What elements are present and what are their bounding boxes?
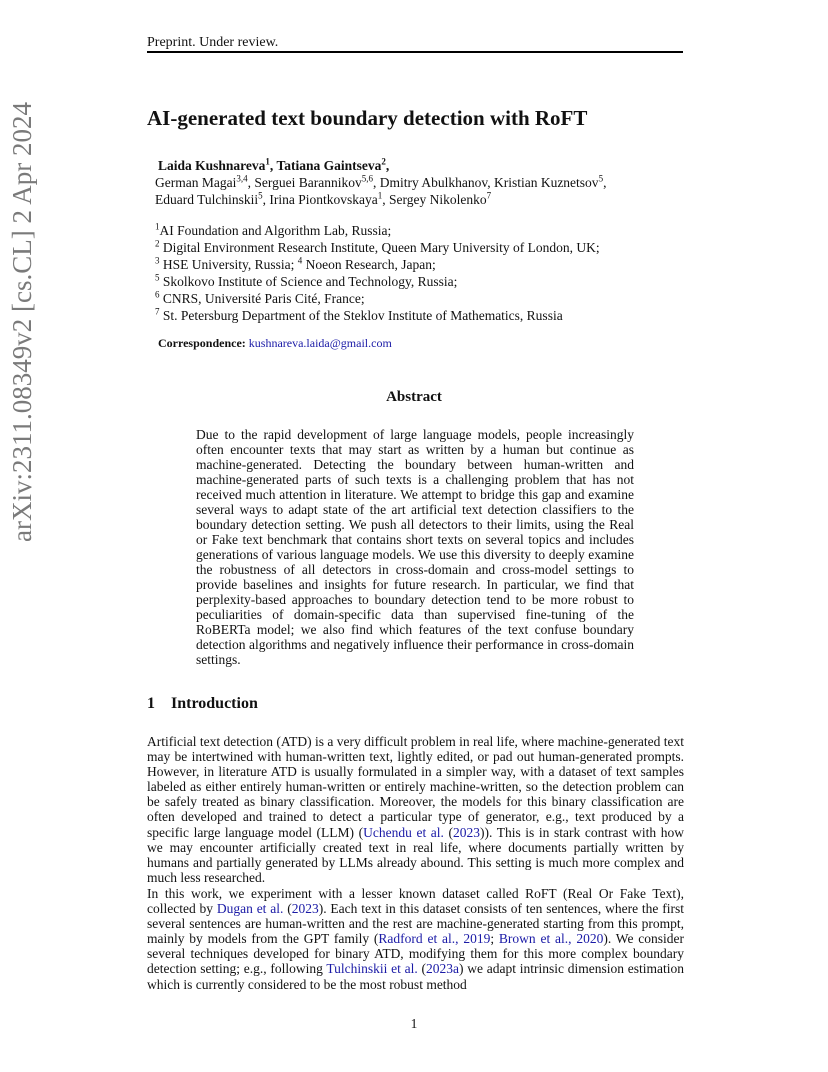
affiliation-marker: 4 — [297, 255, 303, 266]
correspondence — [158, 336, 392, 351]
running-header: Preprint. Under review. — [147, 35, 279, 50]
paper-title: AI-generated text boundary detection with RoFT — [147, 106, 588, 130]
affiliation-marker: 6 — [155, 289, 160, 300]
citation-link[interactable]: 2023 — [291, 901, 319, 917]
author-name: German Magai — [155, 175, 237, 190]
abstract-heading: Abstract — [386, 389, 442, 405]
affiliation-item: $^3$ HSE University, Russia; $^4$ Noeon Research, Japan; — [155, 255, 436, 272]
citation-link[interactable]: Brown et al., 2020 — [498, 931, 604, 947]
affiliation-marker: 2 — [155, 238, 160, 249]
citation-link[interactable]: Uchendu et al. — [363, 824, 444, 840]
citation-link[interactable]: 2023a — [426, 961, 459, 977]
affiliation-item: $^6$ CNRS, Université Paris Cité, France; — [155, 289, 365, 306]
citation-link[interactable]: Radford et al., 2019 — [378, 931, 491, 947]
affiliation-list — [155, 222, 675, 324]
citation-link[interactable]: Dugan et al. — [216, 901, 284, 917]
author-name: Tatiana Gaintseva — [276, 158, 382, 173]
author-name: Irina Piontkovskaya — [269, 192, 378, 207]
affiliation-marker: 7 — [155, 306, 160, 317]
author-line-1: Laida Kushnareva$^1$, Tatiana Gaintseva$^2$, — [158, 156, 390, 173]
affiliation-marker: 1 — [377, 190, 383, 201]
affiliation-marker: 5 — [155, 272, 160, 283]
author-name: Eduard Tulchinskii — [155, 192, 259, 207]
author-name: Serguei Barannikov — [254, 175, 362, 190]
section-title: Introduction — [171, 695, 258, 712]
affiliation-item: $^1$AI Foundation and Algorithm Lab, Russia; — [155, 221, 392, 238]
intro-paragraph-1: Artificial text detection (ATD) is a very difficult problem in real life, where machine-generated text may be intertwined with human-written text, lightly edited, or pad out human-generated prompts. However, in literature ATD is usually formulated in a simpler way, with a dataset of text samples labeled as either entirely human-written or entirely machine-written, so the detection problem can be safely treated as binary classification. Moreover, the models for this binary classification are often developed and trained to detect a particular type of generator, e.g., text produced by a specific large language model (LLM) (Uchendu et al. (2023)). This is in stark contrast with how we may encounter artificially created text in real life, where documents partially written by humans and partially generated by LLMs already abound. This setting is much more complex and much less researched. — [147, 734, 684, 885]
affiliation-marker: 1 — [155, 221, 160, 232]
affiliation-marker: 5,6 — [361, 173, 373, 184]
affiliation-marker: 7 — [486, 190, 492, 201]
abstract-body: Due to the rapid development of large language models, people increasingly often encounter texts that may start as written by a human but continue as machine-generated. Detecting the boundary between human-written and machine-generated parts of such texts is a challenging problem that has not received much attention in literature. We attempt to bridge this gap and examine several ways to adapt state of the art artificial text detection classifiers to the boundary detection setting. We push all detectors to their limits, using the Real or Fake text benchmark that contains short texts on several topics and includes generations of various language models. We use this diversity to deeply examine the robustness of all detectors in cross-domain and cross-model settings to provide baselines and insights for future research. In particular, we find that perplexity-based approaches to boundary detection tend to be more robust to peculiarities of domain-specific data than supervised fine-tuning of the RoBERTa model; we also find which features of the text confuse boundary detection algorithms and negatively influence their performance in cross-domain settings. — [196, 427, 634, 667]
arxiv-identifier: arXiv:2311.08349v2 [cs.CL] 2 Apr 2024 — [7, 102, 37, 542]
author-name: Laida Kushnareva — [158, 158, 266, 173]
citation-link[interactable]: 2023 — [453, 824, 480, 840]
author-list — [155, 157, 675, 208]
author-name: Kristian Kuznetsov — [493, 175, 599, 190]
author-name: Sergey Nikolenko — [389, 192, 487, 207]
section-heading — [147, 695, 258, 713]
author-line-2: German Magai$^{3,4}$, Serguei Barannikov$^{5,6}$, Dmitry Abulkhanov, Kristian Kuznetsov$^5$, — [155, 173, 607, 190]
correspondence-label: Correspondence: — [158, 336, 246, 350]
affiliation-marker: 1 — [265, 156, 270, 167]
affiliation-item: $^7$ St. Petersburg Department of the Steklov Institute of Mathematics, Russia — [155, 306, 563, 323]
affiliation-marker: 5 — [258, 190, 263, 201]
page-number: 1 — [410, 1016, 418, 1031]
affiliation-marker: 2 — [381, 156, 386, 167]
intro-paragraph-2: In this work, we experiment with a lesser known dataset called RoFT (Real Or Fake Text), collected by Dugan et al. (2023). Each text in this dataset consists of ten sentences, where the first several sentences are human-written and the rest are machine-generated starting from this prompt, mainly by models from the GPT family (Radford et al., 2019; Brown et al., 2020). We consider several techniques developed for binary ATD, modifying them for this more complex boundary detection setting; e.g., following Tulchinskii et al. (2023a) we adapt intrinsic dimension estimation which is currently considered to be the most robust method — [147, 886, 684, 992]
author-name: Dmitry Abulkhanov — [379, 175, 488, 190]
header-rule — [147, 51, 683, 53]
affiliation-item: $^2$ Digital Environment Research Institute, Queen Mary University of London, UK; — [155, 238, 600, 255]
correspondence-email-link[interactable]: kushnareva.laida@gmail.com — [248, 336, 392, 350]
section-number: 1 — [147, 695, 155, 712]
affiliation-item: $^5$ Skolkovo Institute of Science and Technology, Russia; — [155, 272, 458, 289]
affiliation-marker: 3,4 — [236, 173, 248, 184]
affiliation-marker: 3 — [155, 255, 160, 266]
author-line-3: Eduard Tulchinskii$^5$, Irina Piontkovskaya$^1$, Sergey Nikolenko$^7$ — [155, 190, 492, 207]
affiliation-marker: 5 — [598, 173, 604, 184]
citation-link[interactable]: Tulchinskii et al. — [326, 961, 418, 977]
